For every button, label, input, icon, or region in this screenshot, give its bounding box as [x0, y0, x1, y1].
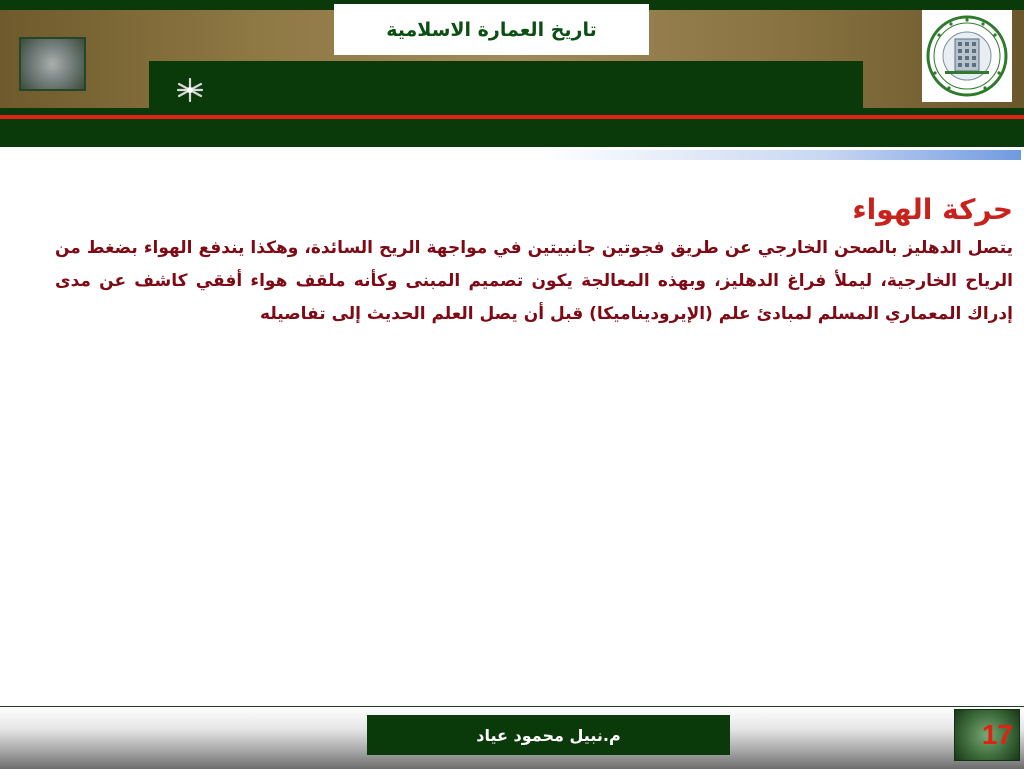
page-number-button[interactable]: [954, 709, 1020, 761]
page-title: تاريخ العمارة الاسلامية: [386, 18, 597, 41]
section-heading: حركة الهواء: [852, 193, 1013, 226]
page-number: 17: [981, 719, 1013, 750]
green-title-bar: [149, 61, 863, 108]
university-logo-icon: [925, 13, 1009, 99]
snowflake-icon: [175, 77, 205, 103]
slide-content: [55, 190, 1013, 331]
author-box: [367, 715, 730, 755]
author-name: م.نبيل محمود عياد: [476, 725, 621, 745]
body-paragraph: يتصل الدهليز بالصحن الخارجي عن طريق فجوتين جانبيتين في مواجهة الريح السائدة، وهكذا يندفع الهواء بضغط من الرياح الخارجية، ليملأ فراغ الدهليز، وبهذه المعالجة يكون تصميم المبنى وكأنه ملقف هواء أفقي كاشف عن مدى إدراك المعماري المسلم لمبادئ علم (الإيروديناميكا) قبل أن يصل العلم الحديث إلى تفاصيله: [55, 238, 1013, 324]
title-box: [334, 4, 649, 55]
red-divider: [0, 115, 1024, 119]
nav-button[interactable]: [19, 37, 86, 91]
blue-gradient-strip: [540, 150, 1021, 160]
university-logo: [922, 10, 1012, 102]
